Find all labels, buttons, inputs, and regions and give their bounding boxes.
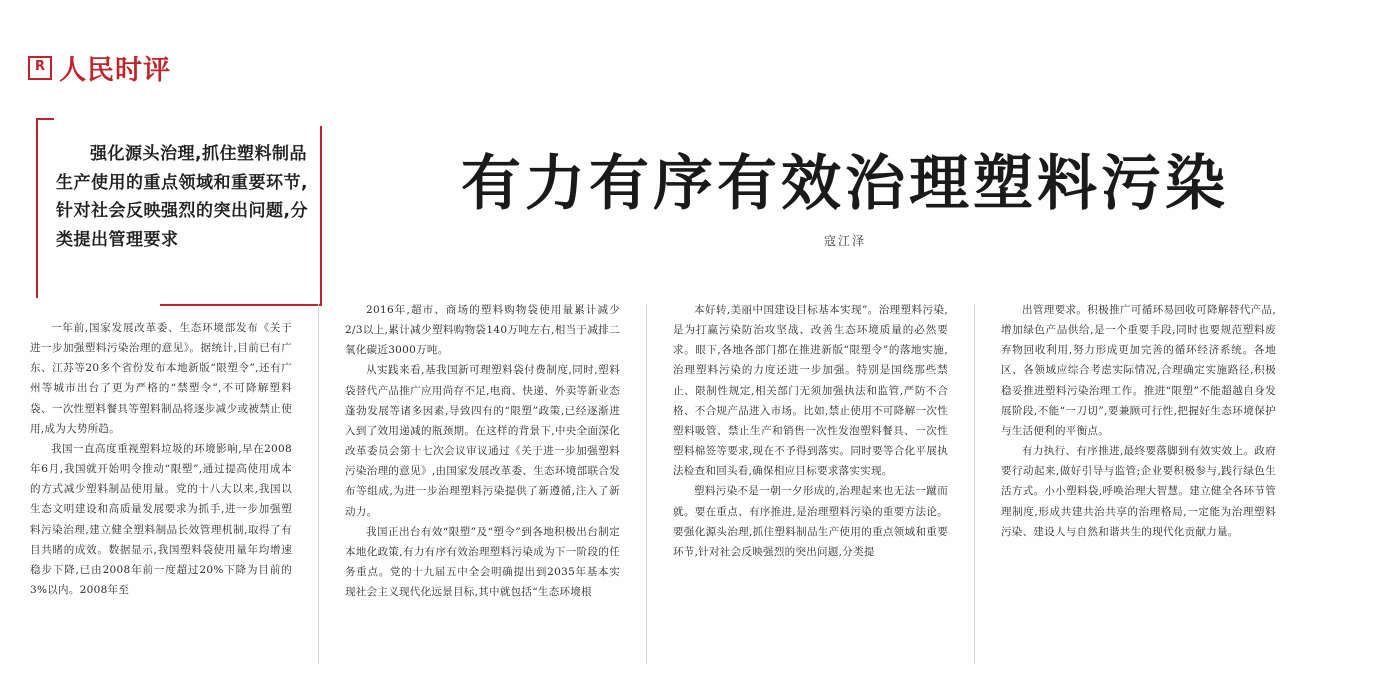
article-body [30, 300, 1370, 690]
paragraph: 塑料污染不是一朝一夕形成的,治理起来也无法一蹴而就。要在重点、有序推进,是治理塑料污染的重要方法论。要强化源头治理,抓住塑料制品生产使用的重点领域和重要环节,针对社会反映强烈的突出问题,分类提 [673, 485, 948, 558]
masthead-title: 人民时评 [59, 55, 171, 86]
column-divider [646, 304, 647, 664]
byline-author: 寇江泽 [823, 234, 866, 248]
pullquote-frame-top-left [36, 118, 54, 298]
article-column-2 [345, 300, 620, 690]
article-column-3 [673, 300, 948, 690]
pullquote-text: 强化源头治理,抓住塑料制品生产使用的重点领域和重要环节,针对社会反映强烈的突出问题,分类提出管理要求 [56, 144, 308, 250]
article-column-4 [1001, 300, 1276, 690]
paragraph: 我国一直高度重视塑料垃圾的环境影响,早在2008年6月,我国就开始明令推动“限塑”,通过提高使用成本的方式减少塑料制品使用量。党的十八大以来,我国以生态文明建设和高质量发展要求为抓手,进一步加强塑料污染治理,建立健全塑料制品长效管理机制,取得了有目共睹的成效。数据显示,我国塑料袋使用量年均增速稳步下降,已由2008年前一度超过20%下降为目前的3%以内。2008年至 [30, 442, 292, 597]
article-column-1 [30, 300, 292, 690]
paragraph: 从实践来看,基我国新可理塑料袋付费制度,同时,塑料袋替代产品推广应用尚存不足,电商、快递、外卖等新业态蓬勃发展等诸多因素,导致四有的“限塑”政策,已经逐渐进入到了效用递减的瓶颈期。在这样的背景下,中央全面深化改革委员会第十七次会议审议通过《关于进一步加强塑料污染治理的意见》,由国家发展改革委、生态环境部联合发布等组成,为进一步治理塑料污染提供了新遵循,注入了新动力。 [345, 364, 620, 518]
paragraph: 本好转,美丽中国建设目标基本实现”。治理塑料污染,是为打赢污染防治攻坚战、改善生态环境质量的必然要求。眼下,各地各部门都在推进新版“限塑令”的落地实施,治理塑料污染的力度还进一步加强。特别是国绕那些禁止、限制性规定,相关部门无须加强执法和监管,严防不合格、不合规产品进入市场。比如,禁止使用不可降解一次性塑料吸管、禁止生产和销售一次性发泡塑料餐具、一次性塑料棉签等要求,现在不予得到落实。同时要等合化平展执法检查和回头看,确保相应目标要求落实实现。 [673, 304, 948, 478]
paragraph: 一年前,国家发展改革委、生态环境部发布《关于进一步加强塑料污染治理的意见》。据统计,目前已有广东、江苏等20多个省份发布本地新版“限塑令”,还有广州等城市出台了更为严格的“禁塑令”,不可降解塑料袋、一次性塑料餐具等塑料制品将逐步减少或被禁止使用,成为大势所趋。 [30, 322, 292, 435]
pullquote-block [30, 118, 320, 296]
paragraph: 我国正出台有效“限塑”及“塑令”到各地积极出台制定本地化政策,有力有序有效治理塑料污染成为下一阶段的任务重点。党的十九届五中全会明确提出到2035年基本实现社会主义现代化远景目标,其中就包括“生态环境根 [345, 525, 620, 599]
masthead [28, 48, 171, 87]
paragraph: 有力执行、有序推进,最终要落脚到有效实效上。政府要行动起来,做好引导与监管;企业要积极参与,践行绿色生活方式。小小塑料袋,呼唤治理大智慧。建立健全各环节管理制度,形成共建共治共享的治理格局,一定能为治理塑料污染、建设人与自然和谐共生的现代化贡献力量。 [1001, 445, 1276, 538]
column-divider [318, 304, 319, 664]
column-divider [974, 304, 975, 664]
page-title: 有力有序有效治理塑料污染 [461, 149, 1229, 219]
people-daily-logo-icon: R [28, 56, 52, 80]
paragraph: 出管理要求。积极推广可循环易回收可降解替代产品,增加绿色产品供给,是一个重要手段,同时也要规范塑料废弃物回收利用,努力形成更加完善的循环经济系统。各地区、各领域应综合考虑实际情况,合理确定实施路径,积极稳妥推进塑料污染治理工作。推进“限塑”不能超越自身发展阶段,不能“一刀切”,要兼顾可行性,把握好生态环境保护与生活便利的平衡点。 [1001, 304, 1276, 437]
paragraph: 2016年,超市、商场的塑料购物袋使用量累计减少2/3以上,累计减少塑料购物袋140万吨左右,相当于减排二氧化碳近3000万吨。 [345, 304, 620, 357]
